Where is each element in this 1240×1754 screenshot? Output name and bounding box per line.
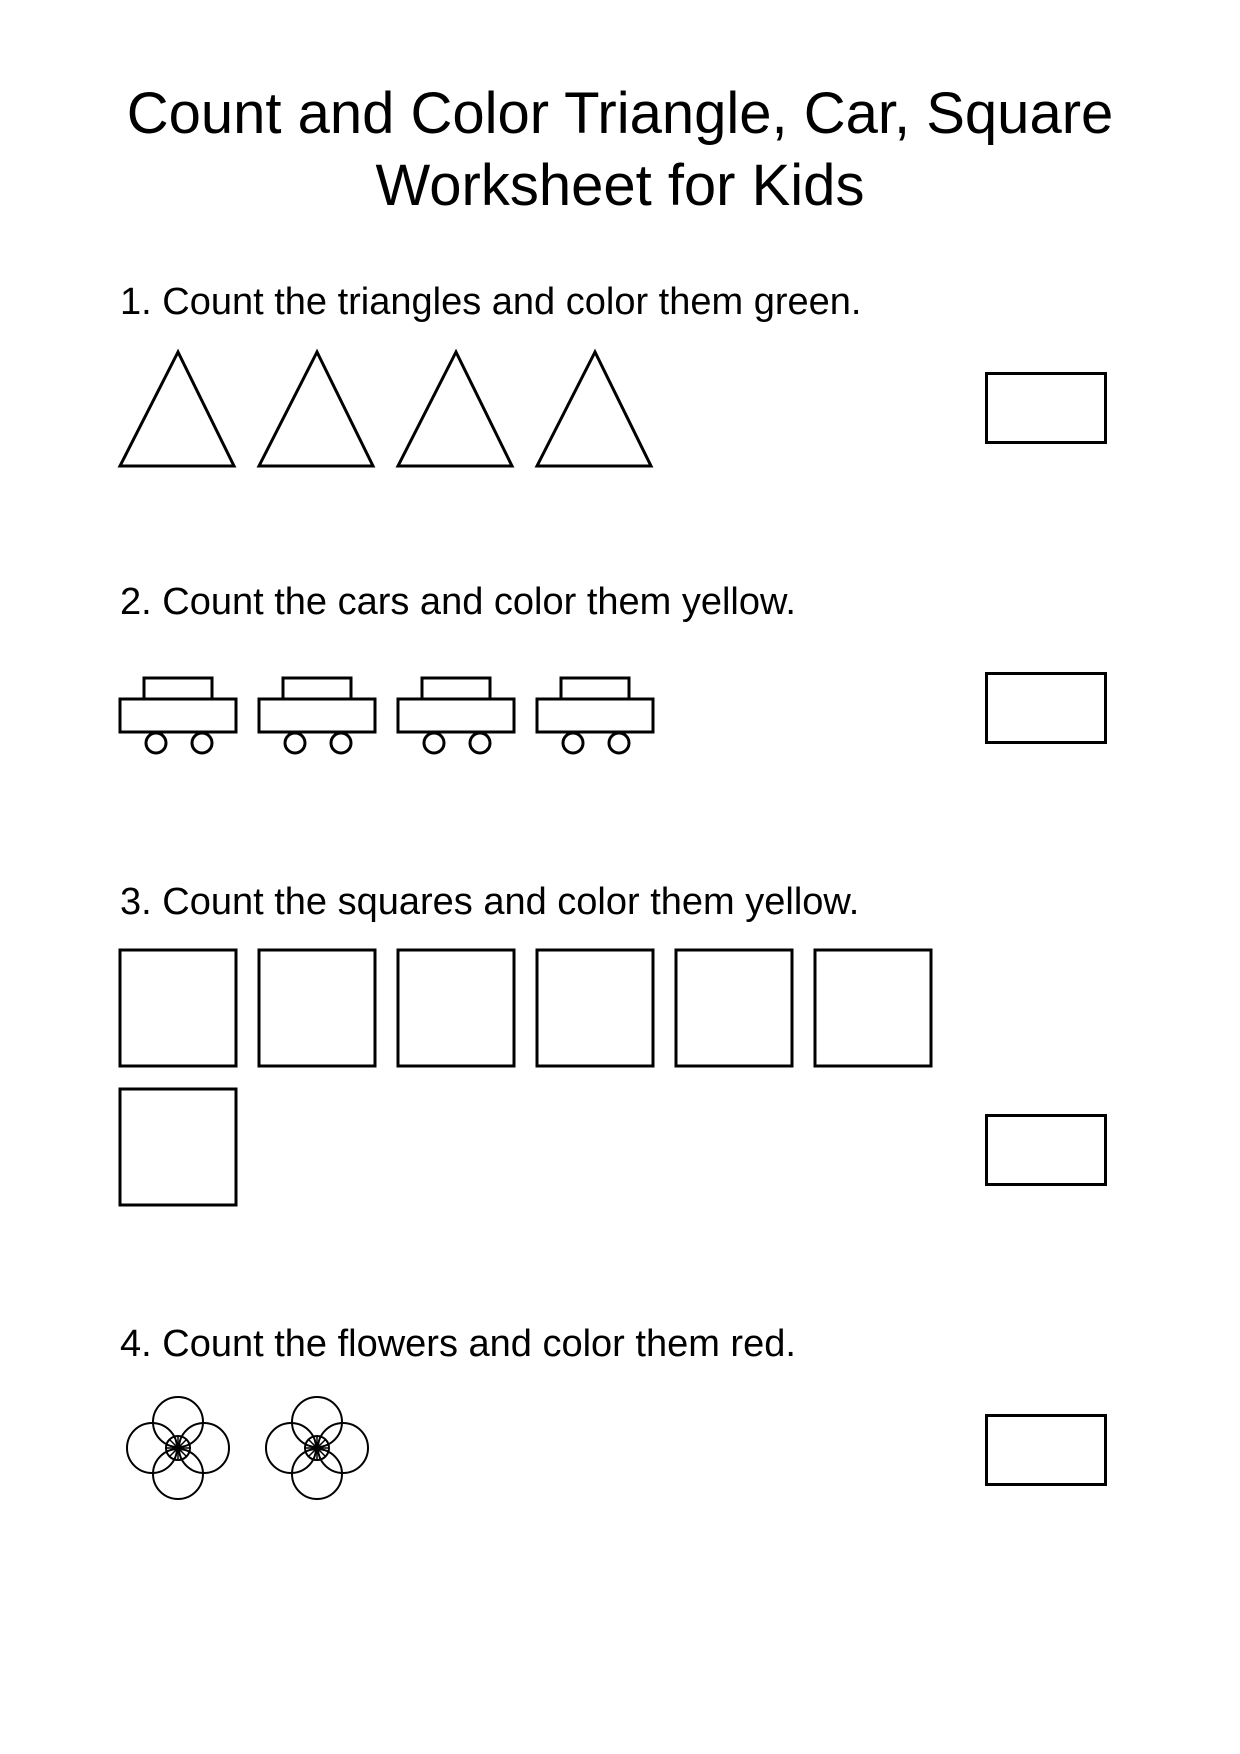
question-4-text: 4. Count the flowers and color them red. — [120, 1323, 796, 1365]
question-1-text: 1. Count the triangles and color them green. — [120, 281, 862, 323]
flower-group[interactable] — [118, 1390, 418, 1510]
triangle-shape[interactable] — [120, 352, 234, 466]
flower-shape[interactable] — [266, 1397, 368, 1499]
car-shape[interactable] — [398, 678, 514, 753]
car-shape[interactable] — [537, 678, 653, 753]
square-shape[interactable] — [815, 950, 931, 1066]
flower-shape[interactable] — [127, 1397, 229, 1499]
title-line-2: Worksheet for Kids — [375, 153, 865, 218]
answer-box-3[interactable] — [985, 1114, 1107, 1186]
title-line-1: Count and Color Triangle, Car, Square — [126, 81, 1114, 146]
square-shape[interactable] — [676, 950, 792, 1066]
square-shape[interactable] — [259, 950, 375, 1066]
square-shape[interactable] — [120, 950, 236, 1066]
car-group[interactable] — [118, 676, 678, 760]
answer-box-1[interactable] — [985, 372, 1107, 444]
answer-box-2[interactable] — [985, 672, 1107, 744]
square-shape[interactable] — [537, 950, 653, 1066]
triangle-shape[interactable] — [259, 352, 373, 466]
car-shape[interactable] — [120, 678, 236, 753]
triangle-shape[interactable] — [537, 352, 651, 466]
car-shape[interactable] — [259, 678, 375, 753]
question-3-text: 3. Count the squares and color them yellow. — [120, 881, 860, 923]
square-shape[interactable] — [398, 950, 514, 1066]
worksheet-title — [0, 78, 1240, 222]
square-group[interactable] — [118, 948, 948, 1218]
question-2-text: 2. Count the cars and color them yellow. — [120, 581, 796, 623]
answer-box-4[interactable] — [985, 1414, 1107, 1486]
square-shape[interactable] — [120, 1089, 236, 1205]
triangle-group[interactable] — [118, 350, 678, 475]
triangle-shape[interactable] — [398, 352, 512, 466]
